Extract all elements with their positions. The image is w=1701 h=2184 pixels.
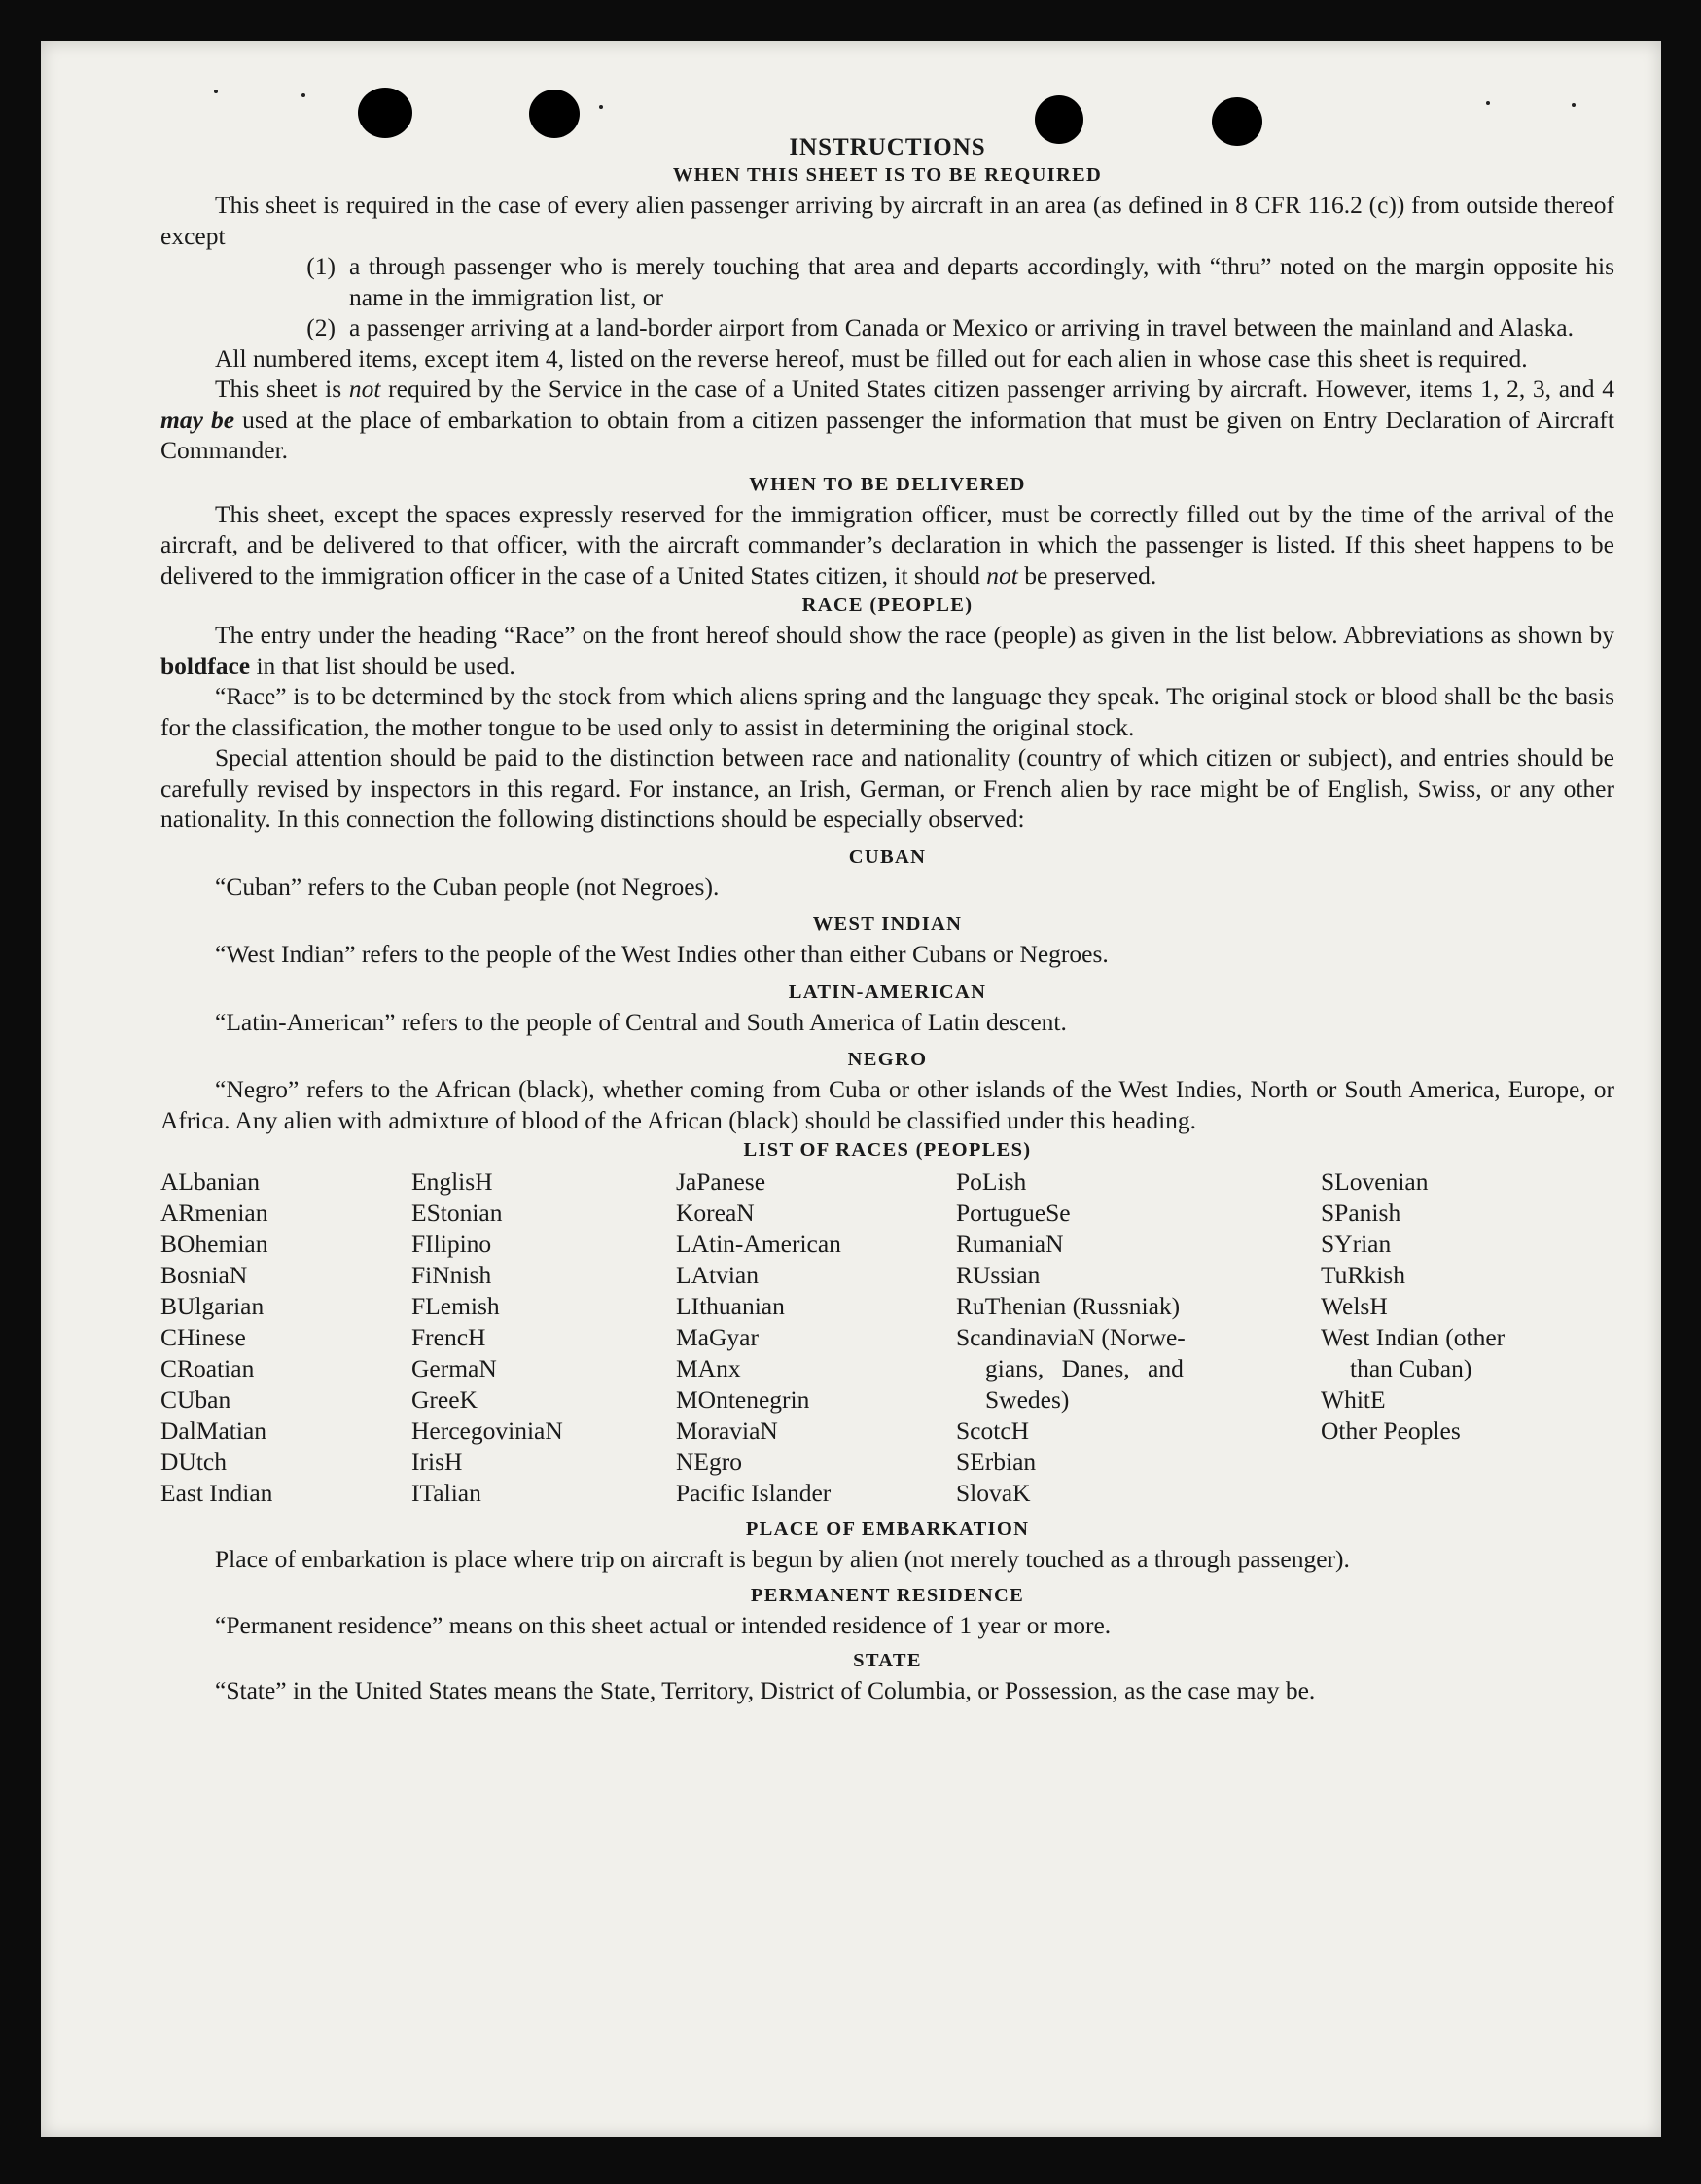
race-entry: EnglisH xyxy=(411,1167,493,1196)
speck xyxy=(301,93,305,97)
race-entry: LAtin-American xyxy=(676,1230,841,1258)
race-entry: BOhemian xyxy=(160,1230,268,1258)
races-column-5 xyxy=(1321,1166,1612,1509)
race-entry: BosniaN xyxy=(160,1261,248,1289)
race-entry: GermaN xyxy=(411,1354,497,1382)
race-entry: HercegoviniaN xyxy=(411,1416,563,1445)
state-text: “State” in the United States means the State, Territory, District of Columbia, or Possession, as the case may be. xyxy=(215,1676,1316,1704)
exception-item xyxy=(160,312,1614,343)
races-column-3 xyxy=(676,1166,956,1509)
section-heading-latin-american: LATIN-AMERICAN xyxy=(788,981,987,1003)
race-entry: MOntenegrin xyxy=(676,1385,810,1414)
section-heading-embarkation: PLACE OF EMBARKATION xyxy=(745,1519,1030,1540)
required-paragraph-3: This sheet is not required by the Service in the case of a United States citizen passenger arriving by aircraft. However, items 1, 2, 3, and 4 may be used at the place of embarkation to obtain from a citizen passenger the information that must be given on Entry Declaration of Aircraft Commander. xyxy=(160,375,1614,464)
race-entry: SPanish xyxy=(1321,1199,1401,1227)
race-entry: FrencH xyxy=(411,1323,486,1351)
required-intro: This sheet is required in the case of every alien passenger arriving by aircraft in an area (as defined in 8 CFR 116.2 (c)) from outside thereof except xyxy=(160,191,1614,250)
race-entry: DUtch xyxy=(160,1448,227,1476)
race-paragraph-2: “Race” is to be determined by the stock from which aliens spring and the language they speak. The original stock or blood shall be the basis for the classification, the mother tongue to be used only to assist in determining the original stock. xyxy=(160,682,1614,741)
page-title: INSTRUCTIONS xyxy=(789,134,986,161)
race-entry: CRoatian xyxy=(160,1354,255,1382)
races-list xyxy=(160,1166,1614,1509)
race-entry: LAtvian xyxy=(676,1261,759,1289)
race-entry: West Indian (other xyxy=(1321,1323,1506,1351)
negro-text: “Negro” refers to the African (black), whether coming from Cuba or other islands of the West Indies, North or South America, Europe, or Africa. Any alien with admixture of blood of the African (black) should be classified under this heading. xyxy=(160,1075,1614,1134)
race-entry: RumaniaN xyxy=(956,1230,1064,1258)
section-heading-race: RACE (PEOPLE) xyxy=(801,594,974,616)
race-entry: East Indian xyxy=(160,1479,273,1507)
race-entry: MAnx xyxy=(676,1354,741,1382)
race-paragraph-3: Special attention should be paid to the distinction between race and nationality (country of which citizen or subject), and entries should be carefully revised by inspectors in this regard. For instance, an Irish, German, or French alien by race might be of English, Swiss, or any other nationality. In this connection the following distinctions should be especially observed: xyxy=(160,743,1614,833)
race-entry: ARmenian xyxy=(160,1199,268,1227)
west-indian-text: “West Indian” refers to the people of the West Indies other than either Cubans or Negroes. xyxy=(215,940,1109,968)
section-heading-races-list: LIST OF RACES (PEOPLES) xyxy=(743,1139,1032,1161)
race-entry: BUlgarian xyxy=(160,1292,265,1320)
residence-text: “Permanent residence” means on this sheet actual or intended residence of 1 year or more. xyxy=(215,1610,1112,1639)
race-entry: FIlipino xyxy=(411,1230,492,1258)
section-heading-west-indian: WEST INDIAN xyxy=(812,913,963,935)
race-entry: DalMatian xyxy=(160,1416,267,1445)
race-entry: JaPanese xyxy=(676,1167,766,1196)
speck xyxy=(599,105,603,109)
section-heading-required: WHEN THIS SHEET IS TO BE REQUIRED xyxy=(672,164,1103,186)
race-entry: NEgro xyxy=(676,1448,742,1476)
race-entry: ScotcH xyxy=(956,1416,1030,1445)
delivered-paragraph: This sheet, except the spaces expressly reserved for the immigration officer, must be correctly filled out by the time of the arrival of the aircraft, and be delivered to that officer, with the aircraft commander’s declaration in which the passenger is listed. If this sheet happens to be delivered to the immigration officer in the case of a United States citizen, it should not be preserved. xyxy=(160,499,1614,590)
race-entry-continued: Swedes) xyxy=(985,1385,1070,1414)
section-heading-state: STATE xyxy=(853,1650,922,1671)
race-entry: IrisH xyxy=(411,1448,463,1476)
race-entry: MoraviaN xyxy=(676,1416,778,1445)
race-entry: GreeK xyxy=(411,1385,478,1414)
race-entry: ITalian xyxy=(411,1479,481,1507)
race-entry: CUban xyxy=(160,1385,231,1414)
section-heading-negro: NEGRO xyxy=(847,1049,928,1070)
race-entry-continued: gians, Danes, and xyxy=(985,1354,1184,1382)
race-entry: SYrian xyxy=(1321,1230,1392,1258)
race-entry: SLovenian xyxy=(1321,1167,1429,1196)
races-column-1 xyxy=(160,1166,411,1509)
section-heading-delivered: WHEN TO BE DELIVERED xyxy=(749,473,1026,495)
speck xyxy=(214,90,218,93)
race-entry: SErbian xyxy=(956,1448,1037,1476)
exception-item xyxy=(160,251,1614,312)
race-entry: KoreaN xyxy=(676,1199,755,1227)
race-entry: PortugueSe xyxy=(956,1199,1071,1227)
instructions-content xyxy=(160,133,1614,1706)
speck xyxy=(1572,103,1576,107)
punch-hole xyxy=(358,88,412,138)
race-entry: Other Peoples xyxy=(1321,1416,1461,1445)
latin-american-text: “Latin-American” refers to the people of Central and South America of Latin descent. xyxy=(215,1007,1067,1036)
races-column-2 xyxy=(411,1166,676,1509)
item-text: a passenger arriving at a land-border airport from Canada or Mexico or arriving in travel between the mainland and Alaska. xyxy=(349,313,1574,341)
race-entry: RUssian xyxy=(956,1261,1041,1289)
embarkation-text: Place of embarkation is place where trip on aircraft is begun by alien (not merely touched as a through passenger). xyxy=(215,1545,1350,1573)
item-text: a through passenger who is merely touching that area and departs accordingly, with “thru” noted on the margin opposite his name in the immigration list, or xyxy=(349,252,1614,311)
required-paragraph-2: All numbered items, except item 4, listed on the reverse hereof, must be filled out for each alien in whose case this sheet is required. xyxy=(215,343,1528,373)
race-entry-continued: than Cuban) xyxy=(1350,1354,1472,1382)
section-heading-cuban: CUBAN xyxy=(848,845,927,868)
race-entry: ScandinaviaN (Norwe- xyxy=(956,1323,1186,1351)
race-entry: CHinese xyxy=(160,1323,246,1351)
item-number: (2) xyxy=(306,313,336,341)
race-entry: EStonian xyxy=(411,1199,503,1227)
race-entry: LIthuanian xyxy=(676,1292,785,1320)
race-entry: FiNnish xyxy=(411,1261,492,1289)
race-entry: WhitE xyxy=(1321,1385,1386,1414)
punch-hole xyxy=(529,90,580,138)
document-sheet xyxy=(41,41,1661,2137)
race-entry: PoLish xyxy=(956,1167,1027,1196)
section-heading-residence: PERMANENT RESIDENCE xyxy=(750,1584,1025,1606)
item-number: (1) xyxy=(306,252,336,280)
race-entry: MaGyar xyxy=(676,1323,759,1351)
speck xyxy=(1486,101,1490,105)
cuban-text: “Cuban” refers to the Cuban people (not Negroes). xyxy=(215,872,720,901)
races-column-4 xyxy=(956,1166,1321,1509)
race-entry: WelsH xyxy=(1321,1292,1388,1320)
race-paragraph-1: The entry under the heading “Race” on the front hereof should show the race (people) as given in the list below. Abbreviations as shown by boldface in that list should be used. xyxy=(160,621,1614,680)
race-entry: ALbanian xyxy=(160,1167,260,1196)
race-entry: FLemish xyxy=(411,1292,500,1320)
race-entry: SlovaK xyxy=(956,1479,1031,1507)
race-entry: Pacific Islander xyxy=(676,1479,832,1507)
race-entry: RuThenian (Russniak) xyxy=(956,1292,1181,1320)
race-entry: TuRkish xyxy=(1321,1261,1405,1289)
